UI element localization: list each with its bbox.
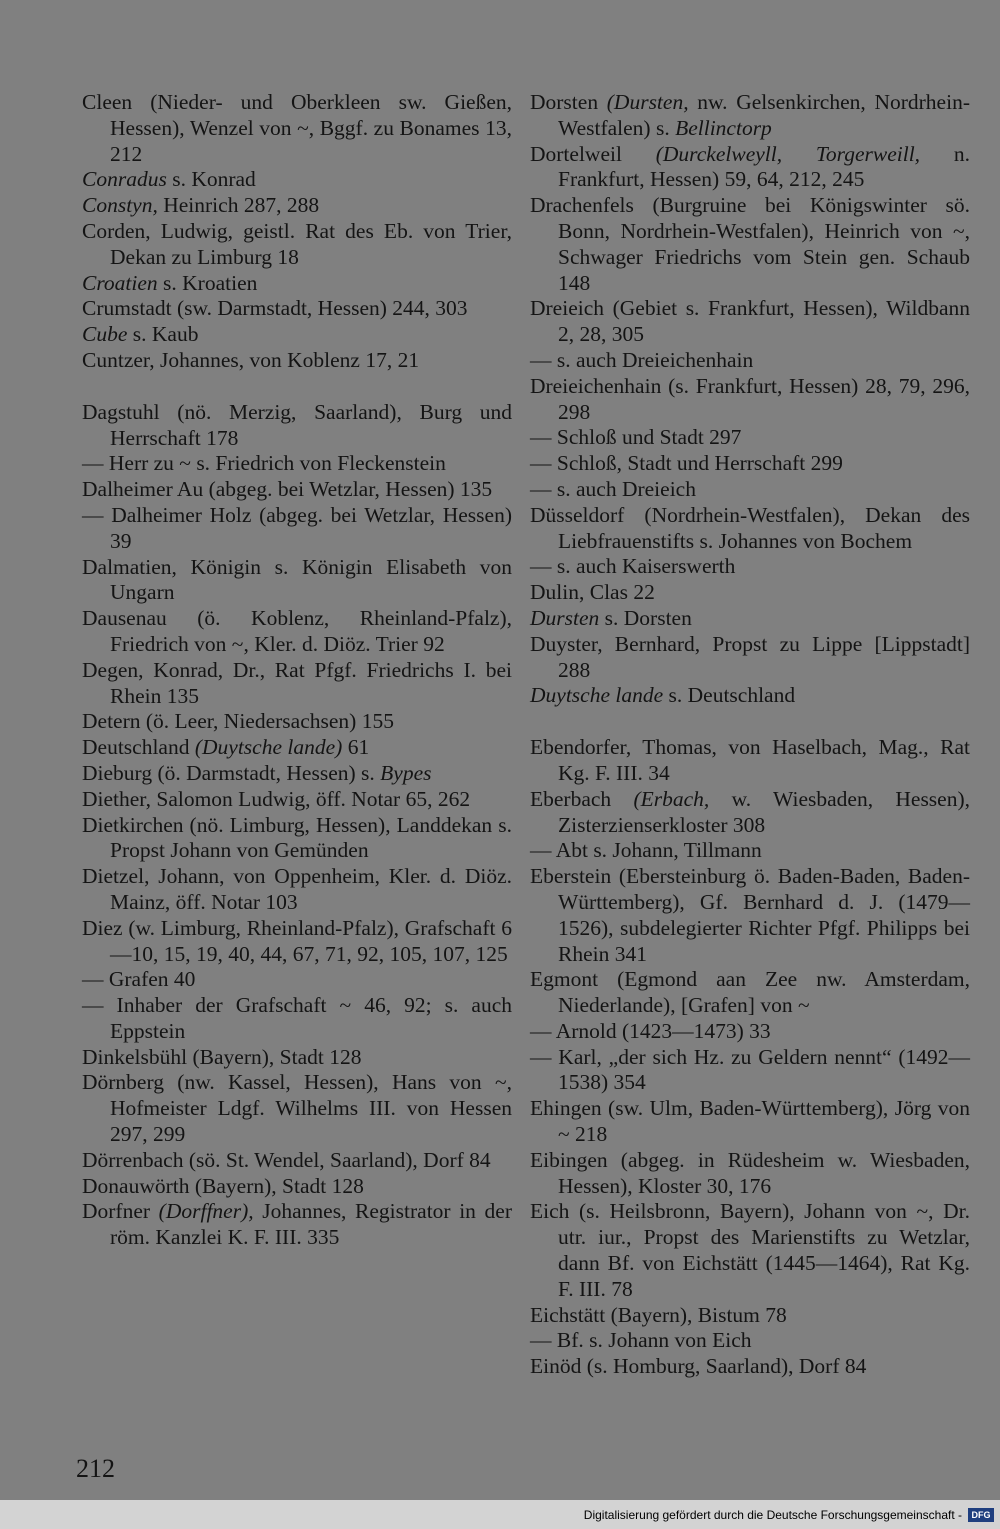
index-entry xyxy=(82,271,512,297)
page-number: 212 xyxy=(76,1454,115,1483)
index-entry-italic-text: Bellinctorp xyxy=(675,115,772,140)
index-entry xyxy=(530,683,970,709)
index-entry-text: s. Kroatien xyxy=(157,270,258,295)
index-entry xyxy=(82,735,512,761)
index-entry-text: Dalmatien, Königin s. Königin Elisabeth von Ungarn xyxy=(82,554,512,605)
index-entry xyxy=(82,477,512,503)
index-entry-text: Eichstätt (Bayern), Bistum 78 xyxy=(530,1302,787,1327)
index-entry-text: Ehingen (sw. Ulm, Baden-Württemberg), Jörg von ~ 218 xyxy=(530,1096,970,1147)
index-entry xyxy=(530,90,970,142)
index-entry xyxy=(530,142,970,194)
index-entry xyxy=(530,1019,970,1045)
index-entry-text: Dreieich (Gebiet s. Frankfurt, Hessen), Wildbann 2, 28, 305 xyxy=(530,296,970,347)
index-entry-italic-text: Dursten xyxy=(530,605,600,630)
index-entry-italic-text: (Erbach, xyxy=(633,786,710,811)
index-entry-text: Eberbach xyxy=(530,786,634,811)
index-entry-text: — s. auch Dreieichenhain xyxy=(530,347,754,372)
index-entry-text: Diether, Salomon Ludwig, öff. Notar 65, 262 xyxy=(82,786,471,811)
letter-section-gap xyxy=(82,374,512,400)
index-entry-text: Einöd (s. Homburg, Saarland), Dorf 84 xyxy=(530,1354,867,1379)
dfg-logo-icon: DFG xyxy=(968,1508,994,1522)
index-entry xyxy=(530,193,970,296)
index-entry xyxy=(530,864,970,967)
footer-credit-text: Digitalisierung gefördert durch die Deutsche Forschungsgemeinschaft - xyxy=(583,1507,962,1522)
index-entry xyxy=(530,1303,970,1329)
index-entry xyxy=(82,606,512,658)
index-entry-text: Eberstein (Ebersteinburg ö. Baden-Baden, Baden-Württemberg), Gf. Bernhard d. J. (1479—1526), subdelegierter Richter Pfgf. Philipps bei Rhein 341 xyxy=(530,864,970,966)
index-entry xyxy=(530,1096,970,1148)
index-entry xyxy=(530,348,970,374)
index-entry-text: Eich (s. Heilsbronn, Bayern), Johann von ~, Dr. utr. iur., Propst des Marienstifts zu Wetzlar, dann Bf. von Eichstätt (1445—1464), Rat Kg. F. III. 78 xyxy=(530,1199,970,1301)
index-entry xyxy=(82,167,512,193)
index-entry-text: s. Dorsten xyxy=(599,605,692,630)
index-entry-text: Dagstuhl (nö. Merzig, Saarland), Burg und Herrschaft 178 xyxy=(82,399,512,450)
index-entry-text: Dorsten xyxy=(530,90,607,114)
digitization-footer xyxy=(0,1500,1000,1529)
index-entry xyxy=(82,1199,512,1251)
index-entry xyxy=(530,735,970,787)
index-entry xyxy=(530,1199,970,1302)
index-entry-text: Dreieichenhain (s. Frankfurt, Hessen) 28, 79, 296, 298 xyxy=(530,373,970,424)
index-entry xyxy=(530,477,970,503)
index-entry xyxy=(82,993,512,1045)
index-entry xyxy=(82,709,512,735)
index-entry-text: s. Kaub xyxy=(127,322,199,347)
index-entry-text: Dulin, Clas 22 xyxy=(530,580,655,605)
index-entry xyxy=(530,425,970,451)
index-entry xyxy=(530,554,970,580)
index-entry xyxy=(82,1174,512,1200)
index-entry xyxy=(82,1148,512,1174)
index-entry xyxy=(82,1070,512,1147)
index-entry-text: — Herr zu ~ s. Friedrich von Fleckenstein xyxy=(82,451,446,476)
index-entry xyxy=(530,1148,970,1200)
index-entry xyxy=(82,555,512,607)
index-entry-text: Dietkirchen (nö. Limburg, Hessen), Landdekan s. Propst Johann von Gemünden xyxy=(82,812,512,863)
index-column-right xyxy=(530,90,970,1380)
index-entry-text: Drachenfels (Burgruine bei Königswinter sö. Bonn, Nordrhein-Westfalen), Heinrich von ~, Schwager Friedrichs vom Stein gen. Schaub 148 xyxy=(530,193,970,295)
index-entry-text: Egmont (Egmond aan Zee nw. Amsterdam, Niederlande), [Grafen] von ~ xyxy=(530,967,970,1018)
index-entry xyxy=(82,761,512,787)
index-entry-text: Dieburg (ö. Darmstadt, Hessen) s. xyxy=(82,760,381,785)
index-entry-text: Duyster, Bernhard, Propst zu Lippe [Lippstadt] 288 xyxy=(530,631,970,682)
index-entry-text: — s. auch Dreieich xyxy=(530,476,696,501)
index-entry xyxy=(82,787,512,813)
index-entry-italic-text: Conradus xyxy=(82,167,167,192)
index-entry-text: Eibingen (abgeg. in Rüdesheim w. Wiesbaden, Hessen), Kloster 30, 176 xyxy=(530,1147,970,1198)
index-entry xyxy=(82,193,512,219)
index-entry-text: — Arnold (1423—1473) 33 xyxy=(530,1018,771,1043)
index-entry-text: Donauwörth (Bayern), Stadt 128 xyxy=(82,1173,364,1198)
index-entry xyxy=(530,632,970,684)
index-entry-text: — Inhaber der Grafschaft ~ 46, 92; s. auch Eppstein xyxy=(82,993,512,1043)
index-entry-text: s. Deutschland xyxy=(663,683,796,708)
index-entry-text: Diez (w. Limburg, Rheinland-Pfalz), Grafschaft 6—10, 15, 19, 40, 44, 67, 71, 92, 105, 107, 125 xyxy=(82,915,512,966)
index-entry xyxy=(82,90,512,167)
index-entry-italic-text: (Dorffner), xyxy=(158,1199,254,1224)
index-entry-text: n. Frankfurt, Hessen) 59, 64, 212, 245 xyxy=(558,141,970,192)
index-entry-italic-text: (Dursten, xyxy=(606,90,689,114)
index-entry xyxy=(82,348,512,374)
index-entry xyxy=(530,1045,970,1097)
index-entry-text: Detern (ö. Leer, Niedersachsen) 155 xyxy=(82,709,394,734)
index-entry xyxy=(530,1328,970,1354)
index-entry xyxy=(530,838,970,864)
index-entry-text: nw. Gelsenkirchen, Nordrhein-Westfalen) s. xyxy=(558,90,970,140)
index-entry-text: Dietzel, Johann, von Oppenheim, Kler. d. Diöz. Mainz, öff. Notar 103 xyxy=(82,864,512,914)
index-entry xyxy=(530,503,970,555)
index-entry xyxy=(530,451,970,477)
index-entry-italic-text: (Durckelweyll, Torgerweill, xyxy=(655,141,921,166)
index-entry-text: — Abt s. Johann, Tillmann xyxy=(530,838,762,863)
index-entry xyxy=(82,400,512,452)
index-entry-text: Corden, Ludwig, geistl. Rat des Eb. von Trier, Dekan zu Limburg 18 xyxy=(82,218,512,269)
index-entry xyxy=(82,1045,512,1071)
index-entry-text: — Bf. s. Johann von Eich xyxy=(530,1328,752,1353)
index-entry xyxy=(530,374,970,426)
index-entry-text: Düsseldorf (Nordrhein-Westfalen), Dekan des Liebfrauenstifts s. Johannes von Bochem xyxy=(530,502,970,553)
index-entry-text: — s. auch Kaiserswerth xyxy=(530,554,736,579)
index-entry-italic-text: Duytsche lande xyxy=(530,683,664,708)
index-entry xyxy=(82,967,512,993)
index-entry xyxy=(82,503,512,555)
index-entry xyxy=(82,219,512,271)
index-column-left xyxy=(82,90,512,1251)
index-entry-text: Cuntzer, Johannes, von Koblenz 17, 21 xyxy=(82,347,420,372)
index-entry-text: Deutschland xyxy=(82,735,195,760)
index-entry-text: s. Konrad xyxy=(166,167,256,192)
index-entry-text: Johannes, Registrator in der röm. Kanzlei K. F. III. 335 xyxy=(110,1199,512,1250)
index-entry-text: — Schloß, Stadt und Herrschaft 299 xyxy=(530,451,843,476)
index-entry xyxy=(82,296,512,322)
index-entry xyxy=(530,1354,970,1380)
index-entry-text: Ebendorfer, Thomas, von Haselbach, Mag., Rat Kg. F. III. 34 xyxy=(530,735,970,785)
index-entry xyxy=(82,813,512,865)
index-entry-text: — Dalheimer Holz (abgeg. bei Wetzlar, Hessen) 39 xyxy=(82,502,512,553)
index-entry-text: Degen, Konrad, Dr., Rat Pfgf. Friedrichs I. bei Rhein 135 xyxy=(82,657,512,708)
index-entry-text: Dalheimer Au (abgeg. bei Wetzlar, Hessen) 135 xyxy=(82,477,493,502)
index-entry-text: Dinkelsbühl (Bayern), Stadt 128 xyxy=(82,1044,362,1069)
index-entry xyxy=(530,296,970,348)
index-entry-text: Dorfner xyxy=(82,1199,159,1224)
index-entry-text: Cleen (Nieder- und Oberkleen sw. Gießen, Hessen), Wenzel von ~, Bggf. zu Bonames 13, 212 xyxy=(82,90,512,166)
index-entry xyxy=(82,864,512,916)
index-entry-italic-text: Bypes xyxy=(380,760,432,785)
index-entry xyxy=(530,580,970,606)
index-entry-text: w. Wiesbaden, Hessen), Zisterzienserkloster 308 xyxy=(558,786,970,837)
index-entry-text: Dörrenbach (sö. St. Wendel, Saarland), Dorf 84 xyxy=(82,1147,491,1172)
index-entry xyxy=(82,451,512,477)
index-entry-italic-text: (Duytsche lande) xyxy=(194,735,343,760)
index-entry-text: Crumstadt (sw. Darmstadt, Hessen) 244, 303 xyxy=(82,296,468,321)
index-entry-text: Dörnberg (nw. Kassel, Hessen), Hans von ~, Hofmeister Ldgf. Wilhelms III. von Hessen 297, 299 xyxy=(82,1070,512,1147)
index-entry xyxy=(82,322,512,348)
index-entry-text: — Schloß und Stadt 297 xyxy=(530,425,742,450)
index-entry xyxy=(82,916,512,968)
index-entry-text: — Grafen 40 xyxy=(82,967,196,992)
index-entry xyxy=(82,658,512,710)
index-entry-text: Dortelweil xyxy=(530,141,656,166)
index-entry-text: Heinrich 287, 288 xyxy=(157,193,320,218)
index-entry xyxy=(530,787,970,839)
index-entry-italic-text: Constyn, xyxy=(82,193,158,218)
index-entry xyxy=(530,967,970,1019)
index-entry-italic-text: Croatien xyxy=(82,270,158,295)
letter-section-gap xyxy=(530,709,970,735)
index-entry-text: — Karl, „der sich Hz. zu Geldern nennt“ (1492—1538) 354 xyxy=(530,1044,970,1095)
index-entry-text: 61 xyxy=(342,735,370,760)
index-entry-text: Dausenau (ö. Koblenz, Rheinland-Pfalz), Friedrich von ~, Kler. d. Diöz. Trier 92 xyxy=(82,606,512,656)
index-entry-italic-text: Cube xyxy=(82,322,128,347)
index-entry xyxy=(530,606,970,632)
